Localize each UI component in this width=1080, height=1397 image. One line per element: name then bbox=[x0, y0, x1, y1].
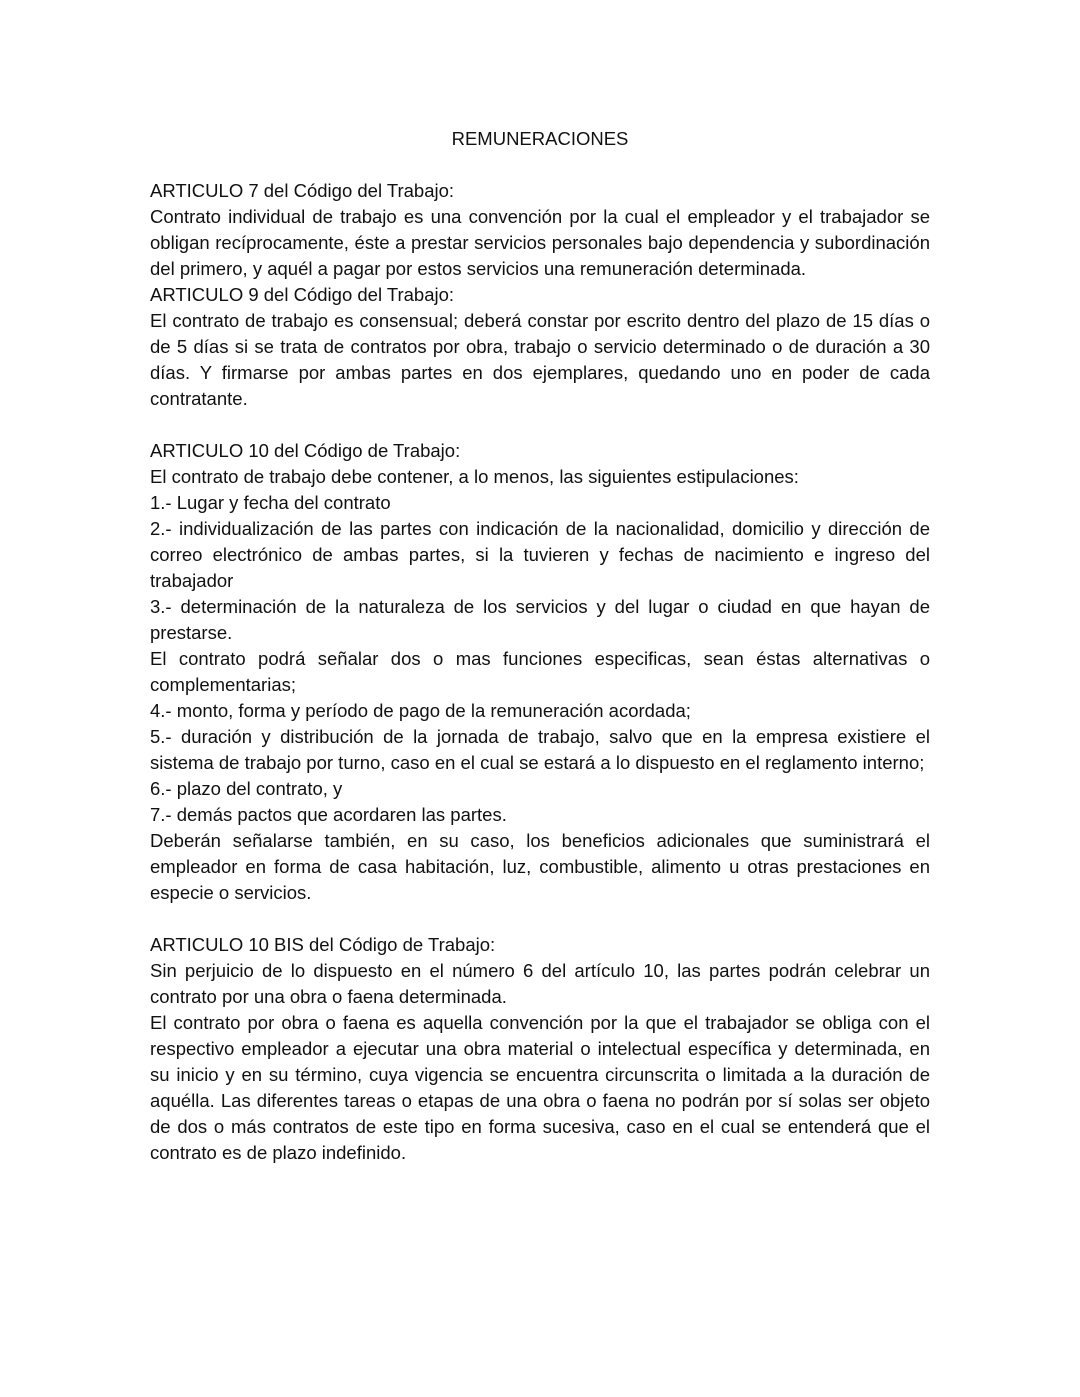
article-10-item-4: 4.- monto, forma y período de pago de la remuneración acordada; bbox=[150, 700, 691, 721]
article-10-item-7: 7.- demás pactos que acordaren las partes. bbox=[150, 804, 507, 825]
article-7-text: Contrato individual de trabajo es una convención por la cual el empleador y el trabajador se obligan recíprocamente, éste a prestar servicios personales bajo dependencia y subordinación del primero, y aquél a pagar por estos servicios una remuneración determinada. bbox=[150, 206, 930, 279]
article-10-bis bbox=[150, 932, 930, 1166]
article-7-heading: ARTICULO 7 del Código del Trabajo: bbox=[150, 180, 455, 201]
article-10-item-6: 6.- plazo del contrato, y bbox=[150, 778, 343, 799]
article-10-bis-heading: ARTICULO 10 BIS del Código de Trabajo: bbox=[150, 934, 496, 955]
document-title: REMUNERACIONES bbox=[451, 128, 629, 149]
article-7 bbox=[150, 178, 930, 282]
article-9-heading: ARTICULO 9 del Código del Trabajo: bbox=[150, 284, 455, 305]
article-10-bis-text-1: Sin perjuicio de lo dispuesto en el número 6 del artículo 10, las partes podrán celebrar un contrato por una obra o faena determinada. bbox=[150, 960, 930, 1007]
article-9 bbox=[150, 282, 930, 412]
article-10-item-3: 3.- determinación de la naturaleza de los servicios y del lugar o ciudad en que hayan de prestarse. bbox=[150, 596, 930, 643]
article-10-item-5: 5.- duración y distribución de la jornada de trabajo, salvo que en la empresa existiere el sistema de trabajo por turno, caso en el cual se estará a lo dispuesto en el reglamento interno; bbox=[150, 726, 930, 773]
article-9-text: El contrato de trabajo es consensual; deberá constar por escrito dentro del plazo de 15 días o de 5 días si se trata de contratos por obra, trabajo o servicio determinado o de duración a 30 días. Y firmarse por ambas partes en dos ejemplares, quedando uno en poder de cada contratante. bbox=[150, 310, 930, 409]
article-10-closing: Deberán señalarse también, en su caso, los beneficios adicionales que suministrará el empleador en forma de casa habitación, luz, combustible, alimento u otras prestaciones en especie o servicios. bbox=[150, 830, 930, 903]
article-10-intro: El contrato de trabajo debe contener, a lo menos, las siguientes estipulaciones: bbox=[150, 466, 799, 487]
article-10-bis-text-2: El contrato por obra o faena es aquella convención por la que el trabajador se obliga con el respectivo empleador a ejecutar una obra material o intelectual específica y determinada, en su inicio y en su término, cuya vigencia se encuentra circunscrita o limitada a la duración de aquélla. Las diferentes tareas o etapas de una obra o faena no podrán por sí solas ser objeto de dos o más contratos de este tipo en forma sucesiva, caso en el cual se entenderá que el contrato es de plazo indefinido. bbox=[150, 1012, 930, 1163]
article-10-heading: ARTICULO 10 del Código de Trabajo: bbox=[150, 440, 461, 461]
article-10-item-2: 2.- individualización de las partes con indicación de la nacionalidad, domicilio y dirección de correo electrónico de ambas partes, si la tuvieren y fechas de nacimiento e ingreso del trabajador bbox=[150, 518, 930, 591]
document-page bbox=[150, 126, 930, 1166]
spacer bbox=[150, 412, 930, 438]
article-10-item-1: 1.- Lugar y fecha del contrato bbox=[150, 492, 391, 513]
spacer bbox=[150, 906, 930, 932]
article-10 bbox=[150, 438, 930, 906]
article-10-item-3-note: El contrato podrá señalar dos o mas funciones especificas, sean éstas alternativas o complementarias; bbox=[150, 648, 930, 695]
